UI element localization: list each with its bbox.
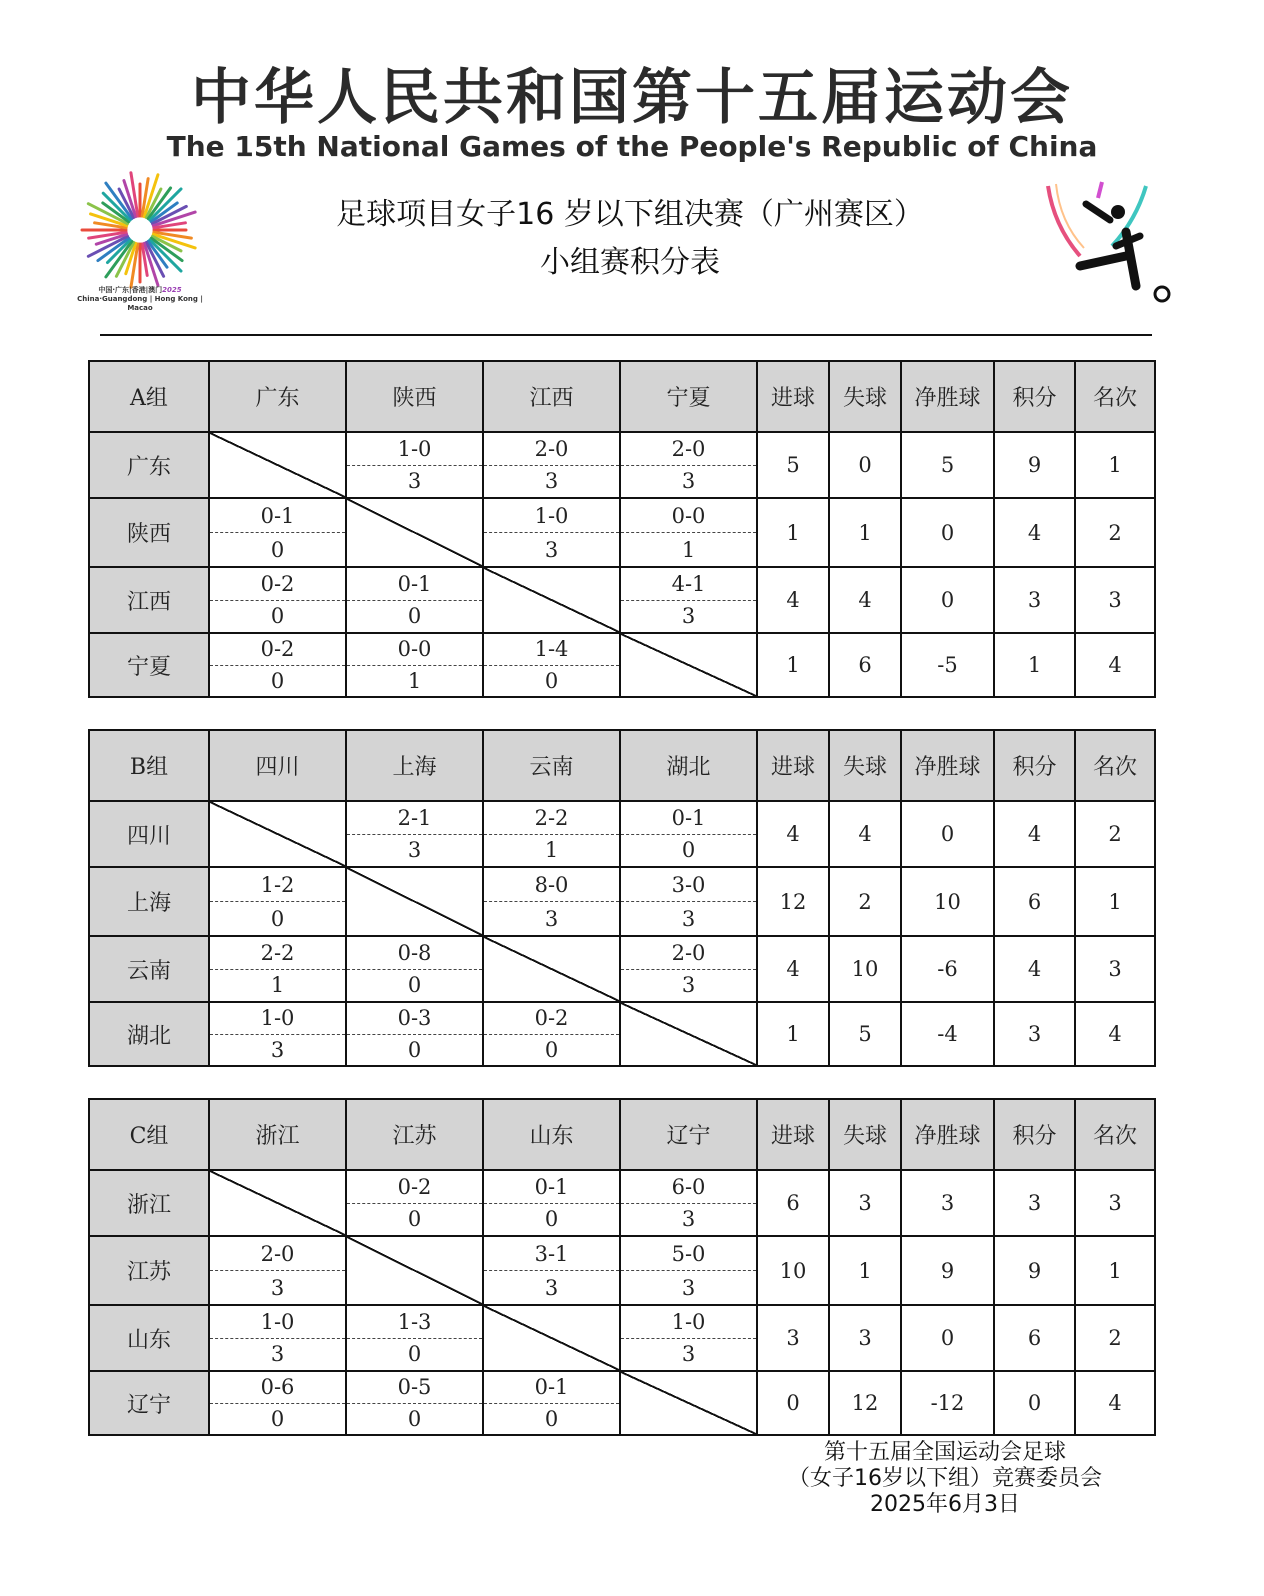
self-match-cell <box>346 498 483 567</box>
match-points: 3 <box>544 1275 559 1300</box>
rank-value: 2 <box>1075 801 1155 867</box>
match-result-cell <box>620 567 757 633</box>
self-match-cell <box>209 1170 346 1236</box>
match-result-cell <box>209 867 346 936</box>
self-match-cell <box>209 432 346 498</box>
points-value: 6 <box>994 1305 1075 1371</box>
match-points: 3 <box>407 838 422 863</box>
column-team-header: 山东 <box>483 1099 620 1170</box>
emblem-caption-regions: 中国·广东|香港|澳门 <box>98 286 163 294</box>
match-result-cell <box>620 1305 757 1371</box>
match-points: 0 <box>544 668 559 693</box>
match-points: 0 <box>407 1406 422 1431</box>
column-goal-diff: 净胜球 <box>901 730 994 801</box>
points-value: 9 <box>994 1236 1075 1305</box>
goals-against-value: 5 <box>829 1002 901 1066</box>
match-result-cell <box>483 1371 620 1435</box>
match-result-cell <box>620 1236 757 1305</box>
emblem-caption-year: 2025 <box>162 286 182 294</box>
match-score: 1-0 <box>347 433 482 466</box>
column-rank: 名次 <box>1075 361 1155 432</box>
table-row <box>89 1170 1155 1236</box>
match-score: 1-0 <box>210 1306 345 1339</box>
match-points: 0 <box>407 604 422 629</box>
match-result-cell <box>346 432 483 498</box>
column-team-header: 湖北 <box>620 730 757 801</box>
match-score: 1-3 <box>347 1306 482 1339</box>
group-name: C组 <box>89 1099 209 1170</box>
table-row <box>89 432 1155 498</box>
group-name: B组 <box>89 730 209 801</box>
match-points: 3 <box>681 906 696 931</box>
match-score: 0-2 <box>210 568 345 601</box>
self-match-cell <box>483 1305 620 1371</box>
goals-for-value: 6 <box>757 1170 829 1236</box>
header-divider <box>100 334 1152 336</box>
rank-value: 2 <box>1075 1305 1155 1371</box>
match-score: 4-1 <box>621 568 756 601</box>
goal-diff-value: 9 <box>901 1236 994 1305</box>
match-result-cell <box>209 498 346 567</box>
row-team-name: 广东 <box>89 432 209 498</box>
match-score: 0-1 <box>210 499 345 533</box>
column-team-header: 上海 <box>346 730 483 801</box>
match-result-cell <box>346 936 483 1002</box>
goals-for-value: 12 <box>757 867 829 936</box>
self-match-cell <box>346 1236 483 1305</box>
match-score: 0-2 <box>347 1171 482 1204</box>
match-score: 0-3 <box>347 1003 482 1035</box>
table-row <box>89 1305 1155 1371</box>
rank-value: 4 <box>1075 1371 1155 1435</box>
match-points: 0 <box>270 1406 285 1431</box>
points-value: 6 <box>994 867 1075 936</box>
match-points: 0 <box>407 1037 422 1062</box>
row-team-name: 江西 <box>89 567 209 633</box>
match-score: 0-0 <box>621 499 756 533</box>
match-result-cell <box>483 498 620 567</box>
match-points: 3 <box>270 1275 285 1300</box>
match-result-cell <box>483 633 620 697</box>
match-points: 3 <box>544 906 559 931</box>
goals-against-value: 4 <box>829 801 901 867</box>
rank-value: 4 <box>1075 633 1155 697</box>
goal-diff-value: 0 <box>901 567 994 633</box>
table-title: 小组赛积分表 <box>540 245 720 280</box>
self-match-cell <box>346 867 483 936</box>
match-score: 1-2 <box>210 868 345 902</box>
table-row <box>89 1236 1155 1305</box>
match-result-cell <box>346 1305 483 1371</box>
goals-against-value: 6 <box>829 633 901 697</box>
row-team-name: 陕西 <box>89 498 209 567</box>
row-team-name: 江苏 <box>89 1236 209 1305</box>
goals-for-value: 10 <box>757 1236 829 1305</box>
match-score: 3-1 <box>484 1237 619 1271</box>
self-match-cell <box>209 801 346 867</box>
goals-for-value: 3 <box>757 1305 829 1371</box>
column-goals-for: 进球 <box>757 1099 829 1170</box>
match-result-cell <box>483 1236 620 1305</box>
match-result-cell <box>209 1305 346 1371</box>
goals-against-value: 1 <box>829 1236 901 1305</box>
match-points: 3 <box>544 537 559 562</box>
match-points: 0 <box>270 604 285 629</box>
table-row <box>89 1371 1155 1435</box>
column-goals-for: 进球 <box>757 361 829 432</box>
goals-against-value: 3 <box>829 1170 901 1236</box>
match-score: 0-8 <box>347 937 482 970</box>
match-result-cell <box>483 867 620 936</box>
match-score: 1-0 <box>210 1003 345 1035</box>
rank-value: 3 <box>1075 1170 1155 1236</box>
column-team-header: 辽宁 <box>620 1099 757 1170</box>
goals-against-value: 12 <box>829 1371 901 1435</box>
match-result-cell <box>209 936 346 1002</box>
goal-diff-value: -4 <box>901 1002 994 1066</box>
column-team-header: 江苏 <box>346 1099 483 1170</box>
points-value: 3 <box>994 1170 1075 1236</box>
goal-diff-value: 3 <box>901 1170 994 1236</box>
row-team-name: 宁夏 <box>89 633 209 697</box>
column-team-header: 四川 <box>209 730 346 801</box>
row-team-name: 上海 <box>89 867 209 936</box>
match-result-cell <box>483 801 620 867</box>
column-goal-diff: 净胜球 <box>901 1099 994 1170</box>
match-result-cell <box>346 1170 483 1236</box>
self-match-cell <box>620 633 757 697</box>
row-team-name: 辽宁 <box>89 1371 209 1435</box>
table-row <box>89 1002 1155 1066</box>
match-score: 0-1 <box>621 802 756 835</box>
goals-against-value: 2 <box>829 867 901 936</box>
goals-for-value: 4 <box>757 567 829 633</box>
table-row <box>89 633 1155 697</box>
match-points: 1 <box>544 838 559 863</box>
rank-value: 3 <box>1075 567 1155 633</box>
row-team-name: 浙江 <box>89 1170 209 1236</box>
rank-value: 4 <box>1075 1002 1155 1066</box>
column-goals-against: 失球 <box>829 361 901 432</box>
match-result-cell <box>620 498 757 567</box>
goals-against-value: 4 <box>829 567 901 633</box>
column-team-header: 广东 <box>209 361 346 432</box>
column-team-header: 陕西 <box>346 361 483 432</box>
match-points: 3 <box>681 973 696 998</box>
games-title-chinese: 中华人民共和国第十五届运动会 <box>191 63 1073 133</box>
organizer-line2: （女子16岁以下组）竞赛委员会 <box>788 1466 1102 1491</box>
row-team-name: 四川 <box>89 801 209 867</box>
match-points: 0 <box>407 973 422 998</box>
match-points: 3 <box>544 469 559 494</box>
match-points: 3 <box>270 1037 285 1062</box>
column-rank: 名次 <box>1075 1099 1155 1170</box>
match-score: 0-2 <box>484 1003 619 1035</box>
match-points: 0 <box>681 838 696 863</box>
issue-date: 2025年6月3日 <box>870 1492 1020 1517</box>
goals-against-value: 3 <box>829 1305 901 1371</box>
match-points: 3 <box>681 469 696 494</box>
match-score: 0-1 <box>484 1372 619 1404</box>
match-points: 0 <box>544 1406 559 1431</box>
emblem-caption-english: China·Guangdong | Hong Kong | Macao <box>77 295 203 312</box>
goals-for-value: 1 <box>757 633 829 697</box>
column-points: 积分 <box>994 730 1075 801</box>
goal-diff-value: 0 <box>901 801 994 867</box>
group-table <box>88 1098 1156 1436</box>
match-result-cell <box>209 1371 346 1435</box>
goal-diff-value: 5 <box>901 432 994 498</box>
table-row <box>89 936 1155 1002</box>
match-score: 2-1 <box>347 802 482 835</box>
match-points: 0 <box>270 668 285 693</box>
group-table <box>88 729 1156 1067</box>
match-score: 0-1 <box>484 1171 619 1204</box>
points-value: 0 <box>994 1371 1075 1435</box>
goals-for-value: 5 <box>757 432 829 498</box>
match-score: 8-0 <box>484 868 619 902</box>
column-team-header: 浙江 <box>209 1099 346 1170</box>
table-row <box>89 567 1155 633</box>
match-points: 1 <box>270 973 285 998</box>
points-value: 4 <box>994 498 1075 567</box>
column-points: 积分 <box>994 1099 1075 1170</box>
points-value: 4 <box>994 936 1075 1002</box>
group-name: A组 <box>89 361 209 432</box>
match-score: 0-2 <box>210 634 345 666</box>
match-points: 0 <box>407 1342 422 1367</box>
goals-for-value: 0 <box>757 1371 829 1435</box>
goals-for-value: 4 <box>757 801 829 867</box>
match-score: 2-0 <box>484 433 619 466</box>
row-team-name: 云南 <box>89 936 209 1002</box>
match-result-cell <box>620 936 757 1002</box>
match-result-cell <box>483 1170 620 1236</box>
column-team-header: 宁夏 <box>620 361 757 432</box>
goal-diff-value: -6 <box>901 936 994 1002</box>
football-pictogram-icon <box>1040 176 1180 306</box>
column-team-header: 云南 <box>483 730 620 801</box>
goal-diff-value: -12 <box>901 1371 994 1435</box>
goal-diff-value: 10 <box>901 867 994 936</box>
rank-value: 1 <box>1075 432 1155 498</box>
goals-for-value: 1 <box>757 1002 829 1066</box>
match-result-cell <box>346 633 483 697</box>
column-points: 积分 <box>994 361 1075 432</box>
self-match-cell <box>483 567 620 633</box>
column-goals-for: 进球 <box>757 730 829 801</box>
match-score: 0-1 <box>347 568 482 601</box>
match-points: 1 <box>681 537 696 562</box>
match-result-cell <box>620 867 757 936</box>
match-result-cell <box>346 1371 483 1435</box>
event-title: 足球项目女子16 岁以下组决赛（广州赛区） <box>336 197 924 232</box>
column-goals-against: 失球 <box>829 730 901 801</box>
match-score: 6-0 <box>621 1171 756 1204</box>
match-points: 3 <box>681 1275 696 1300</box>
match-points: 3 <box>681 604 696 629</box>
rank-value: 1 <box>1075 1236 1155 1305</box>
goals-against-value: 0 <box>829 432 901 498</box>
match-score: 0-6 <box>210 1372 345 1404</box>
match-score: 3-0 <box>621 868 756 902</box>
organizer-line1: 第十五届全国运动会足球 <box>823 1440 1066 1465</box>
match-score: 2-2 <box>210 937 345 970</box>
goals-for-value: 4 <box>757 936 829 1002</box>
match-result-cell <box>346 1002 483 1066</box>
match-score: 2-0 <box>621 937 756 970</box>
match-points: 3 <box>681 1342 696 1367</box>
match-score: 2-2 <box>484 802 619 835</box>
match-points: 1 <box>407 668 422 693</box>
match-points: 0 <box>270 906 285 931</box>
match-score: 2-0 <box>621 433 756 466</box>
points-value: 4 <box>994 801 1075 867</box>
points-value: 9 <box>994 432 1075 498</box>
match-points: 0 <box>270 537 285 562</box>
match-result-cell <box>209 633 346 697</box>
table-row <box>89 801 1155 867</box>
match-score: 1-0 <box>621 1306 756 1339</box>
column-team-header: 江西 <box>483 361 620 432</box>
emblem-caption <box>70 286 210 313</box>
rank-value: 2 <box>1075 498 1155 567</box>
match-result-cell <box>346 567 483 633</box>
points-value: 1 <box>994 633 1075 697</box>
self-match-cell <box>620 1002 757 1066</box>
match-score: 0-5 <box>347 1372 482 1404</box>
table-row <box>89 867 1155 936</box>
match-points: 3 <box>681 1207 696 1232</box>
table-row <box>89 498 1155 567</box>
match-points: 3 <box>407 469 422 494</box>
goal-diff-value: 0 <box>901 1305 994 1371</box>
column-goals-against: 失球 <box>829 1099 901 1170</box>
match-score: 1-0 <box>484 499 619 533</box>
organizer-signature <box>760 1440 1130 1518</box>
group-table <box>88 360 1156 698</box>
rank-value: 3 <box>1075 936 1155 1002</box>
match-result-cell <box>209 1002 346 1066</box>
row-team-name: 湖北 <box>89 1002 209 1066</box>
goal-diff-value: 0 <box>901 498 994 567</box>
games-title-english: The 15th National Games of the People's Republic of China <box>166 130 1098 163</box>
match-score: 5-0 <box>621 1237 756 1271</box>
goals-for-value: 1 <box>757 498 829 567</box>
match-result-cell <box>209 567 346 633</box>
match-result-cell <box>209 1236 346 1305</box>
match-score: 0-0 <box>347 634 482 666</box>
self-match-cell <box>483 936 620 1002</box>
match-result-cell <box>483 432 620 498</box>
match-points: 0 <box>544 1037 559 1062</box>
column-goal-diff: 净胜球 <box>901 361 994 432</box>
row-team-name: 山东 <box>89 1305 209 1371</box>
goals-against-value: 10 <box>829 936 901 1002</box>
self-match-cell <box>620 1371 757 1435</box>
match-score: 1-4 <box>484 634 619 666</box>
match-result-cell <box>620 432 757 498</box>
match-points: 0 <box>407 1207 422 1232</box>
match-points: 0 <box>544 1207 559 1232</box>
goal-diff-value: -5 <box>901 633 994 697</box>
goals-against-value: 1 <box>829 498 901 567</box>
points-value: 3 <box>994 567 1075 633</box>
points-value: 3 <box>994 1002 1075 1066</box>
column-rank: 名次 <box>1075 730 1155 801</box>
match-points: 3 <box>270 1342 285 1367</box>
match-result-cell <box>620 1170 757 1236</box>
match-result-cell <box>620 801 757 867</box>
match-result-cell <box>483 1002 620 1066</box>
rank-value: 1 <box>1075 867 1155 936</box>
match-result-cell <box>346 801 483 867</box>
match-score: 2-0 <box>210 1237 345 1271</box>
